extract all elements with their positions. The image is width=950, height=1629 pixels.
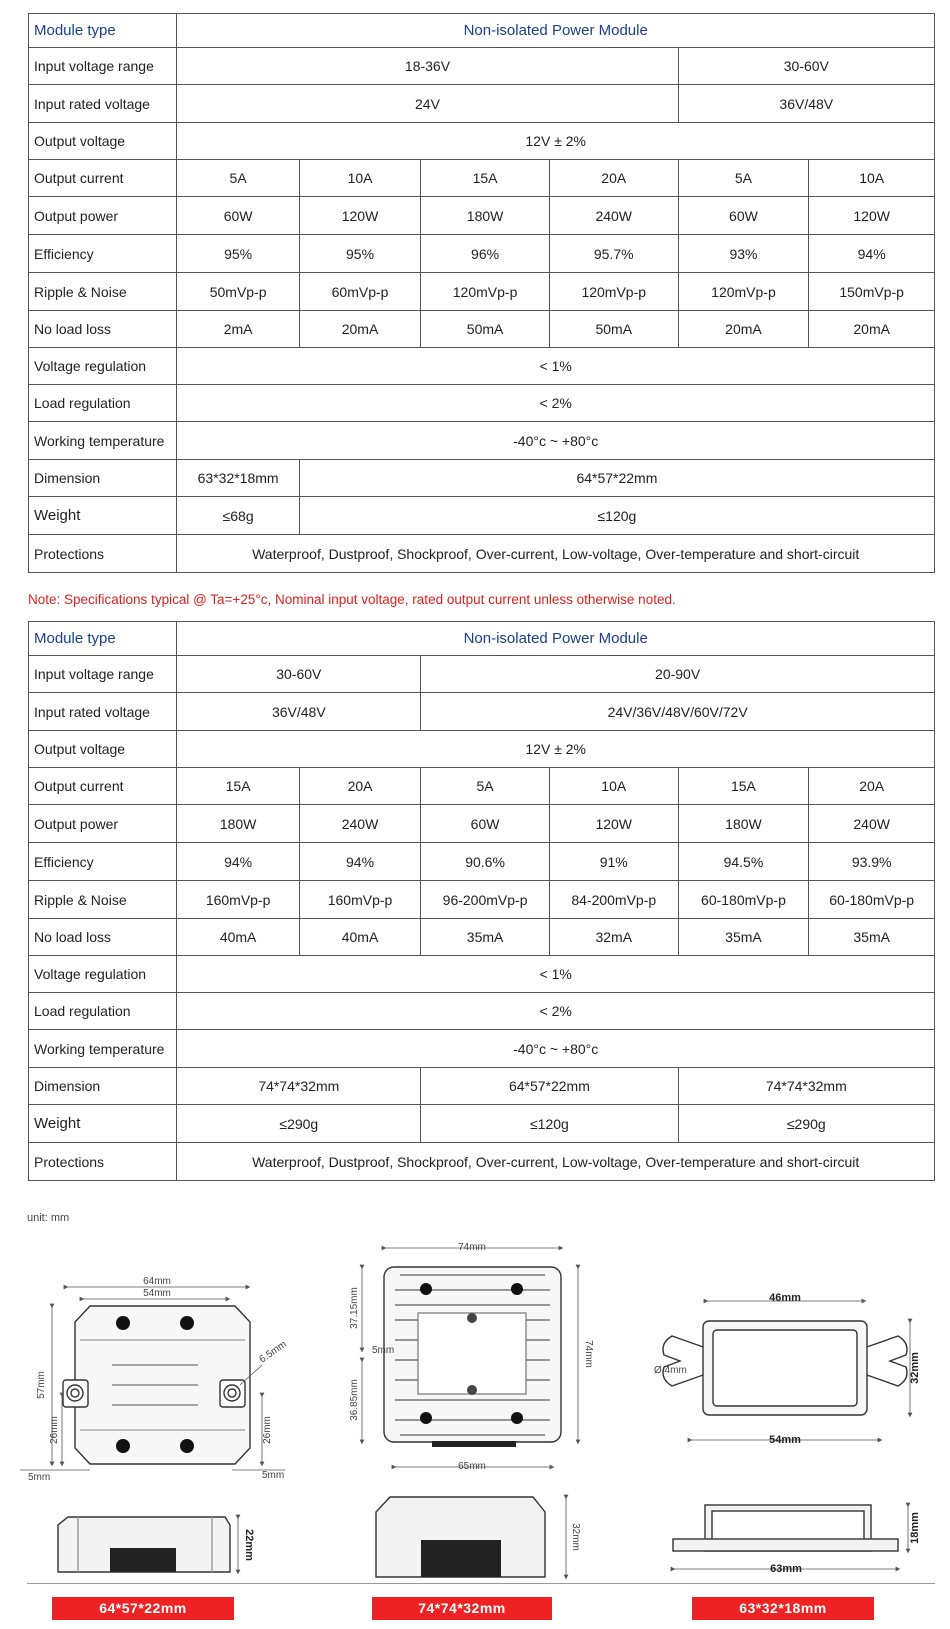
protections-label: Protections bbox=[29, 1143, 177, 1181]
drawing-64x57-side bbox=[58, 1517, 238, 1572]
d2-width-bottom: 65mm bbox=[458, 1461, 486, 1472]
output-power-label: Output power bbox=[29, 197, 177, 235]
voltage-regulation-cell: < 1% bbox=[177, 956, 935, 993]
input-rated-label: Input rated voltage bbox=[29, 85, 177, 123]
load-regulation-cell: < 2% bbox=[177, 993, 935, 1030]
working-temperature-cell: -40°c ~ +80°c bbox=[177, 1030, 935, 1068]
weight-label: Weight bbox=[29, 497, 177, 535]
dimension-cell: 64*57*22mm bbox=[421, 1068, 678, 1105]
no-load-cell: 35mA bbox=[809, 919, 935, 956]
module-type-label: Module type bbox=[29, 622, 177, 656]
output-current-cell: 20A bbox=[809, 768, 935, 805]
ripple-cell: 84-200mVp-p bbox=[549, 881, 678, 919]
input-range-label: Input voltage range bbox=[29, 656, 177, 693]
module-type-label: Module type bbox=[29, 14, 177, 48]
no-load-cell: 20mA bbox=[678, 311, 809, 348]
ripple-label: Ripple & Noise bbox=[29, 881, 177, 919]
output-power-cell: 60W bbox=[678, 197, 809, 235]
efficiency-cell: 94% bbox=[809, 235, 935, 273]
no-load-cell: 32mA bbox=[549, 919, 678, 956]
input-rated-cell: 36V/48V bbox=[678, 85, 934, 123]
output-current-cell: 15A bbox=[421, 160, 550, 197]
d1-hole: 6.5mm bbox=[257, 1338, 289, 1366]
no-load-label: No load loss bbox=[29, 919, 177, 956]
d1-lower-right: 26mm bbox=[262, 1416, 273, 1444]
d3-side-width: 63mm bbox=[770, 1563, 802, 1575]
d3-width-top: 46mm bbox=[769, 1292, 801, 1304]
input-range-cell: 30-60V bbox=[678, 48, 934, 85]
output-current-cell: 5A bbox=[177, 160, 299, 197]
d2-side-height: 32mm bbox=[570, 1523, 581, 1551]
voltage-regulation-label: Voltage regulation bbox=[29, 956, 177, 993]
no-load-cell: 35mA bbox=[421, 919, 550, 956]
d1-height: 57mm bbox=[36, 1371, 47, 1399]
efficiency-cell: 90.6% bbox=[421, 843, 550, 881]
ripple-cell: 60mVp-p bbox=[299, 273, 420, 311]
output-current-cell: 15A bbox=[678, 768, 809, 805]
module-type-value: Non-isolated Power Module bbox=[177, 14, 935, 48]
divider bbox=[27, 1583, 935, 1584]
output-current-cell: 15A bbox=[177, 768, 299, 805]
d1-lower-left: 26mm bbox=[49, 1416, 60, 1444]
output-power-cell: 120W bbox=[549, 805, 678, 843]
ripple-cell: 160mVp-p bbox=[299, 881, 420, 919]
output-current-cell: 10A bbox=[299, 160, 420, 197]
no-load-cell: 35mA bbox=[678, 919, 809, 956]
weight-cell: ≤290g bbox=[177, 1105, 421, 1143]
ripple-cell: 60-180mVp-p bbox=[809, 881, 935, 919]
output-power-cell: 240W bbox=[299, 805, 420, 843]
efficiency-cell: 95.7% bbox=[549, 235, 678, 273]
d3-height: 32mm bbox=[909, 1352, 921, 1384]
d1-width-inner: 54mm bbox=[143, 1288, 171, 1299]
load-regulation-label: Load regulation bbox=[29, 993, 177, 1030]
protections-cell: Waterproof, Dustproof, Shockproof, Over-current, Low-voltage, Over-temperature and short-circuit bbox=[177, 535, 935, 573]
input-rated-cell: 36V/48V bbox=[177, 693, 421, 731]
protections-label: Protections bbox=[29, 535, 177, 573]
d2-height: 74mm bbox=[583, 1340, 594, 1368]
d3-width-bottom: 54mm bbox=[769, 1434, 801, 1446]
efficiency-cell: 94% bbox=[299, 843, 420, 881]
efficiency-cell: 93% bbox=[678, 235, 809, 273]
ripple-label: Ripple & Noise bbox=[29, 273, 177, 311]
efficiency-cell: 93.9% bbox=[809, 843, 935, 881]
efficiency-label: Efficiency bbox=[29, 235, 177, 273]
output-voltage-label: Output voltage bbox=[29, 123, 177, 160]
d3-side-height: 18mm bbox=[909, 1512, 921, 1544]
no-load-cell: 20mA bbox=[299, 311, 420, 348]
output-power-cell: 120W bbox=[809, 197, 935, 235]
dimension-label: Dimension bbox=[29, 460, 177, 497]
no-load-cell: 50mA bbox=[549, 311, 678, 348]
output-power-cell: 120W bbox=[299, 197, 420, 235]
output-current-cell: 10A bbox=[549, 768, 678, 805]
efficiency-cell: 96% bbox=[421, 235, 550, 273]
dimension-cell: 74*74*32mm bbox=[678, 1068, 934, 1105]
efficiency-label: Efficiency bbox=[29, 843, 177, 881]
ripple-cell: 160mVp-p bbox=[177, 881, 299, 919]
output-current-cell: 5A bbox=[421, 768, 550, 805]
output-current-cell: 20A bbox=[549, 160, 678, 197]
input-rated-cell: 24V bbox=[177, 85, 678, 123]
output-current-cell: 5A bbox=[678, 160, 809, 197]
protections-cell: Waterproof, Dustproof, Shockproof, Over-current, Low-voltage, Over-temperature and short-circuit bbox=[177, 1143, 935, 1181]
no-load-cell: 40mA bbox=[177, 919, 299, 956]
d1-margin-right: 5mm bbox=[262, 1470, 285, 1481]
efficiency-cell: 91% bbox=[549, 843, 678, 881]
ripple-cell: 120mVp-p bbox=[678, 273, 809, 311]
size-tag-64x57x22: 64*57*22mm bbox=[52, 1597, 234, 1620]
no-load-cell: 2mA bbox=[177, 311, 299, 348]
weight-cell: ≤290g bbox=[678, 1105, 934, 1143]
input-rated-label: Input rated voltage bbox=[29, 693, 177, 731]
input-range-cell: 30-60V bbox=[177, 656, 421, 693]
weight-cell: ≤120g bbox=[421, 1105, 678, 1143]
weight-cell: ≤120g bbox=[299, 497, 934, 535]
drawing-74x74-top bbox=[362, 1248, 578, 1467]
output-current-cell: 20A bbox=[299, 768, 420, 805]
dimension-cell: 64*57*22mm bbox=[299, 460, 934, 497]
efficiency-cell: 94% bbox=[177, 843, 299, 881]
d2-width-top: 74mm bbox=[458, 1242, 486, 1253]
output-voltage-label: Output voltage bbox=[29, 731, 177, 768]
ripple-cell: 50mVp-p bbox=[177, 273, 299, 311]
no-load-cell: 40mA bbox=[299, 919, 420, 956]
no-load-cell: 20mA bbox=[809, 311, 935, 348]
d3-hole: Ø 4mm bbox=[654, 1365, 687, 1376]
size-tag-74x74x32: 74*74*32mm bbox=[372, 1597, 552, 1620]
drawing-63x32-top bbox=[663, 1301, 910, 1440]
ripple-cell: 120mVp-p bbox=[549, 273, 678, 311]
d1-margin-left: 5mm bbox=[28, 1472, 51, 1483]
output-power-cell: 180W bbox=[678, 805, 809, 843]
input-range-label: Input voltage range bbox=[29, 48, 177, 85]
ripple-cell: 96-200mVp-p bbox=[421, 881, 550, 919]
output-power-cell: 180W bbox=[421, 197, 550, 235]
input-range-cell: 18-36V bbox=[177, 48, 678, 85]
output-power-cell: 60W bbox=[421, 805, 550, 843]
working-temperature-label: Working temperature bbox=[29, 1030, 177, 1068]
no-load-label: No load loss bbox=[29, 311, 177, 348]
dimension-cell: 63*32*18mm bbox=[177, 460, 299, 497]
voltage-regulation-cell: < 1% bbox=[177, 348, 935, 385]
spec-note: Note: Specifications typical @ Ta=+25°c, Nominal input voltage, rated output current unless otherwise noted. bbox=[28, 592, 676, 607]
output-power-cell: 240W bbox=[549, 197, 678, 235]
dimension-label: Dimension bbox=[29, 1068, 177, 1105]
output-current-label: Output current bbox=[29, 768, 177, 805]
output-power-label: Output power bbox=[29, 805, 177, 843]
weight-cell: ≤68g bbox=[177, 497, 299, 535]
ripple-cell: 60-180mVp-p bbox=[678, 881, 809, 919]
d1-width-outer: 64mm bbox=[143, 1276, 171, 1287]
ripple-cell: 120mVp-p bbox=[421, 273, 550, 311]
input-range-cell: 20-90V bbox=[421, 656, 935, 693]
voltage-regulation-label: Voltage regulation bbox=[29, 348, 177, 385]
d2-mid: 5mm bbox=[372, 1345, 395, 1356]
drawing-63x32-side bbox=[673, 1505, 908, 1569]
d2-upper: 37.15mm bbox=[349, 1287, 360, 1329]
dimension-cell: 74*74*32mm bbox=[177, 1068, 421, 1105]
output-voltage-cell: 12V ± 2% bbox=[177, 731, 935, 768]
output-current-cell: 10A bbox=[809, 160, 935, 197]
output-power-cell: 180W bbox=[177, 805, 299, 843]
efficiency-cell: 95% bbox=[299, 235, 420, 273]
drawing-74x74-side bbox=[376, 1497, 566, 1577]
module-type-value: Non-isolated Power Module bbox=[177, 622, 935, 656]
size-tag-63x32x18: 63*32*18mm bbox=[692, 1597, 874, 1620]
working-temperature-label: Working temperature bbox=[29, 422, 177, 460]
input-rated-cell: 24V/36V/48V/60V/72V bbox=[421, 693, 935, 731]
ripple-cell: 150mVp-p bbox=[809, 273, 935, 311]
load-regulation-cell: < 2% bbox=[177, 385, 935, 422]
d1-side-height: 22mm bbox=[243, 1529, 255, 1561]
load-regulation-label: Load regulation bbox=[29, 385, 177, 422]
no-load-cell: 50mA bbox=[421, 311, 550, 348]
output-current-label: Output current bbox=[29, 160, 177, 197]
output-power-cell: 240W bbox=[809, 805, 935, 843]
output-power-cell: 60W bbox=[177, 197, 299, 235]
efficiency-cell: 94.5% bbox=[678, 843, 809, 881]
working-temperature-cell: -40°c ~ +80°c bbox=[177, 422, 935, 460]
unit-label: unit: mm bbox=[27, 1212, 70, 1224]
d2-lower: 36.85mm bbox=[349, 1379, 360, 1421]
efficiency-cell: 95% bbox=[177, 235, 299, 273]
weight-label: Weight bbox=[29, 1105, 177, 1143]
output-voltage-cell: 12V ± 2% bbox=[177, 123, 935, 160]
